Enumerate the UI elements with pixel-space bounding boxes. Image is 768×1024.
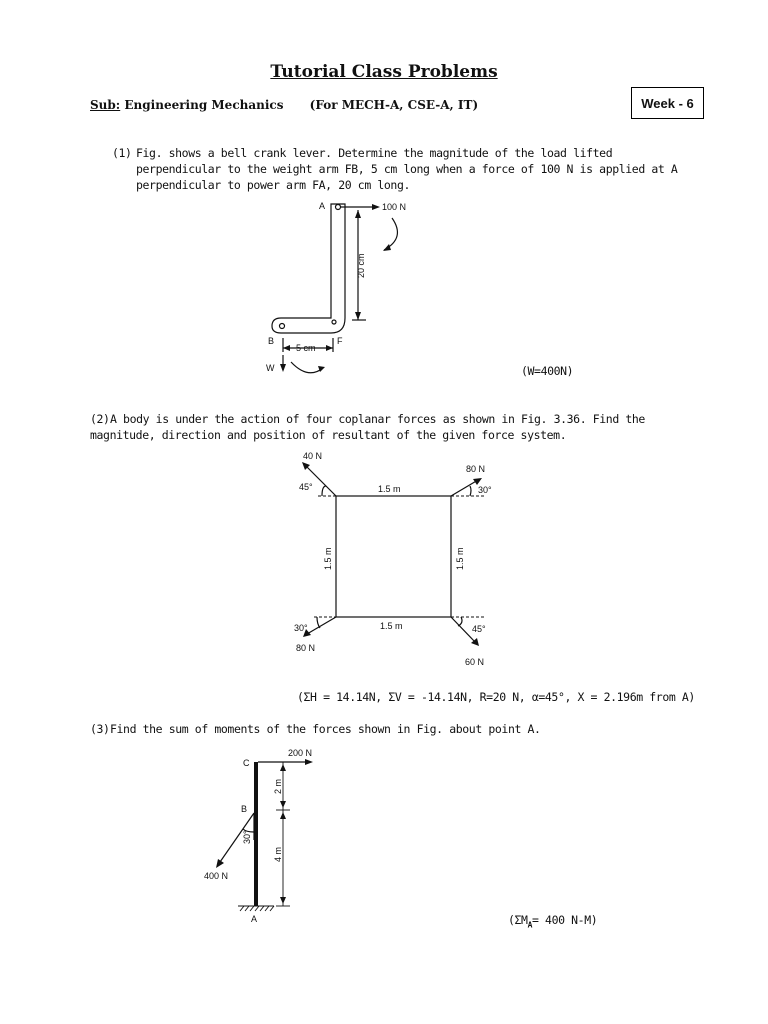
problem-1-number: (1) xyxy=(112,146,132,160)
problem-2-number: (2) xyxy=(90,412,110,426)
problem-1-text: Fig. shows a bell crank lever. Determine the magnitude of the load lifted perpendicular to the weight arm FB, 5 cm long when a force of 100 N is applied at A perpendicular to power arm FA, 20 cm long. xyxy=(136,146,678,192)
page-title: Tutorial Class Problems xyxy=(270,62,498,82)
dim-2m: 2 m xyxy=(273,778,283,794)
problem-1-answer: (W=400N) xyxy=(521,364,574,378)
problem-3-number: (3) xyxy=(90,722,110,736)
course-groups: (For MECH-A, CSE-A, IT) xyxy=(309,98,479,112)
label-arm-fa: 20 cm xyxy=(356,253,366,278)
problem-2-answer: (ΣH = 14.14N, ΣV = -14.14N, R=20 N, α=45°, X = 2.196m from A) xyxy=(297,690,695,704)
problem-3-answer-subscript: A xyxy=(527,920,532,930)
label-f: F xyxy=(337,336,343,346)
force-top-right: 80 N xyxy=(466,464,486,474)
angle-bottom-right: 45° xyxy=(472,624,486,634)
force-200n: 200 N xyxy=(288,748,313,758)
label-c: C xyxy=(243,758,250,768)
subject-label: Sub: xyxy=(90,98,121,112)
label-w: W xyxy=(266,363,275,373)
angle-top-left: 45° xyxy=(299,482,313,492)
label-b: B xyxy=(241,804,248,814)
problem-3-answer-prefix: (ΣM xyxy=(508,913,528,927)
subject-name: Engineering Mechanics xyxy=(124,98,284,112)
force-top-left: 40 N xyxy=(303,451,323,461)
side-left-label: 1.5 m xyxy=(323,547,333,570)
label-force-100n: 100 N xyxy=(382,202,407,212)
force-bottom-right: 60 N xyxy=(465,657,485,667)
angle-bottom-left: 30° xyxy=(294,623,308,633)
problem-3-answer xyxy=(508,913,597,929)
problem-2-text: A body is under the action of four coplanar forces as shown in Fig. 3.36. Find the magnitude, direction and position of resultant of the given force system. xyxy=(90,412,645,442)
problem-3-text: Find the sum of moments of the forces shown in Fig. about point A. xyxy=(110,722,541,736)
force-400n: 400 N xyxy=(204,871,229,881)
angle-top-right: 30° xyxy=(478,485,492,495)
side-right-label: 1.5 m xyxy=(455,547,465,570)
side-bottom-label: 1.5 m xyxy=(380,621,403,631)
label-b: B xyxy=(268,336,275,346)
side-top-label: 1.5 m xyxy=(378,484,401,494)
dim-4m: 4 m xyxy=(273,846,283,862)
force-bottom-left: 80 N xyxy=(296,643,316,653)
label-arm-fb: 5 cm xyxy=(296,343,316,353)
label-a: A xyxy=(319,201,326,211)
problem-3-answer-suffix: = 400 N-M) xyxy=(532,913,598,927)
week-badge: Week - 6 xyxy=(631,87,704,119)
angle-30: 30° xyxy=(242,830,252,844)
label-a: A xyxy=(251,914,258,924)
